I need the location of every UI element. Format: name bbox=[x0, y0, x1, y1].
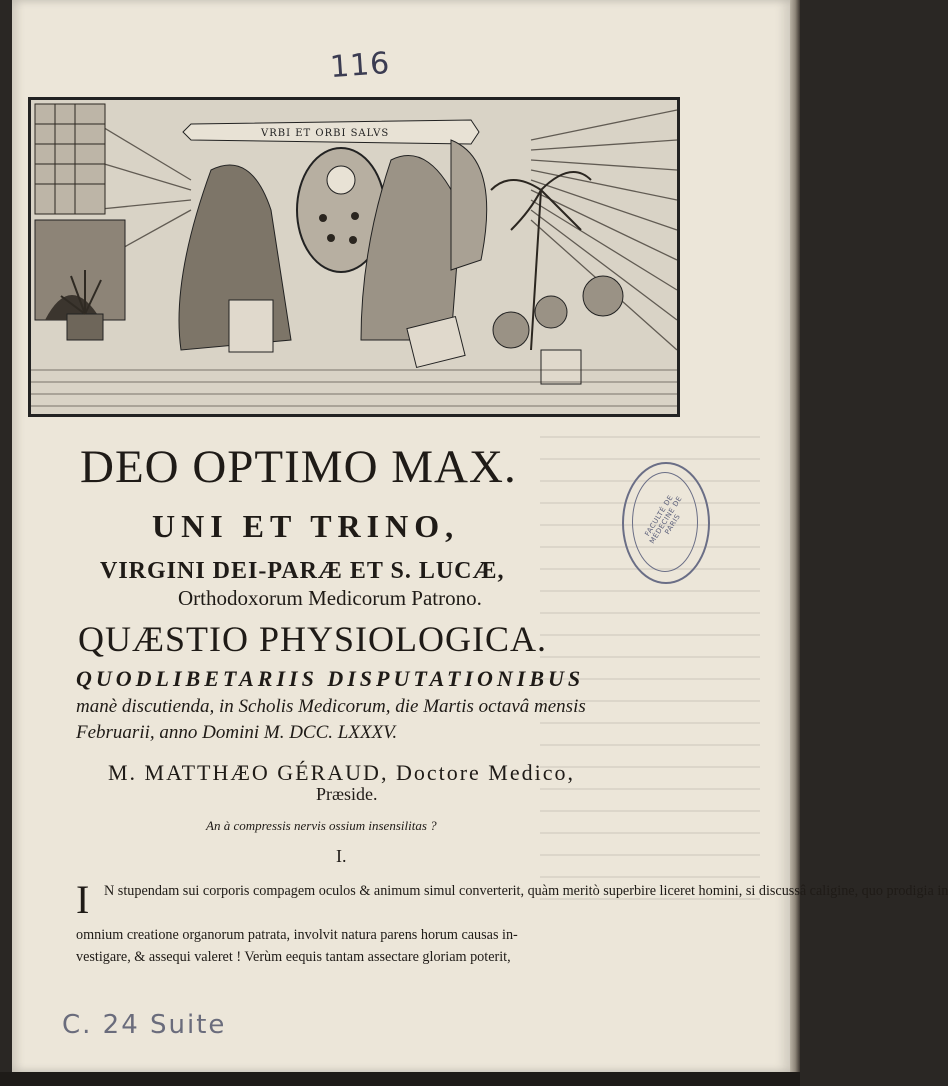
woodcut-motto: VRBI ET ORBI SALVS bbox=[261, 128, 390, 139]
dedication-line-2: UNI ET TRINO, bbox=[152, 508, 460, 544]
book-edge-bottom bbox=[0, 1072, 800, 1086]
praeses-title: Præside. bbox=[316, 784, 378, 804]
dedication-line-4: Orthodoxorum Medicorum Patrono. bbox=[178, 586, 482, 610]
pencil-annotation: C. 24 Suite bbox=[62, 1010, 227, 1040]
thesis-title: QUÆSTIO PHYSIOLOGICA. bbox=[78, 619, 548, 659]
praeses-name: M. MATTHÆO GÉRAUD, Doctore Medico, bbox=[108, 760, 576, 785]
drop-cap: I bbox=[76, 877, 90, 922]
thesis-question: An à compressis nervis ossium insensilitas ? bbox=[206, 818, 437, 833]
body-line-4: vestigare, & assequi valeret ! Verùm eequis tantam assectare gloriam poterit, bbox=[76, 949, 511, 965]
body-line-2: quàm meritò superbire liceret homini, si discussâ caligine, quo prodigia in bbox=[527, 883, 948, 899]
woodcut-illustration bbox=[28, 97, 680, 417]
body-paragraph-continued bbox=[76, 924, 610, 968]
disputation-line-1: QUODLIBETARIIS DISPUTATIONIBUS bbox=[76, 666, 585, 691]
library-stamp bbox=[622, 462, 710, 584]
body-line-3: omnium creatione organorum patrata, involvit natura parens horum causas in- bbox=[76, 927, 518, 943]
dedication-line-1: DEO OPTIMO MAX. bbox=[80, 441, 517, 493]
stamp-text: FACULTÉ DE MÉDECINE DE PARIS bbox=[643, 493, 684, 546]
disputation-line-2: manè discutienda, in Scholis Medicorum, die Martis octavâ mensis bbox=[76, 696, 586, 717]
body-line-1: N stupendam sui corporis compagem oculos & animum simul converterit, bbox=[104, 883, 525, 899]
dedication-line-3: VIRGINI DEI-PARÆ ET S. LUCÆ, bbox=[100, 558, 505, 584]
section-number: I. bbox=[336, 846, 347, 866]
disputation-line-3: Februarii, anno Domini M. DCC. LXXXV. bbox=[76, 722, 398, 743]
body-paragraph bbox=[104, 880, 948, 902]
folio-number: 116 bbox=[328, 45, 392, 86]
